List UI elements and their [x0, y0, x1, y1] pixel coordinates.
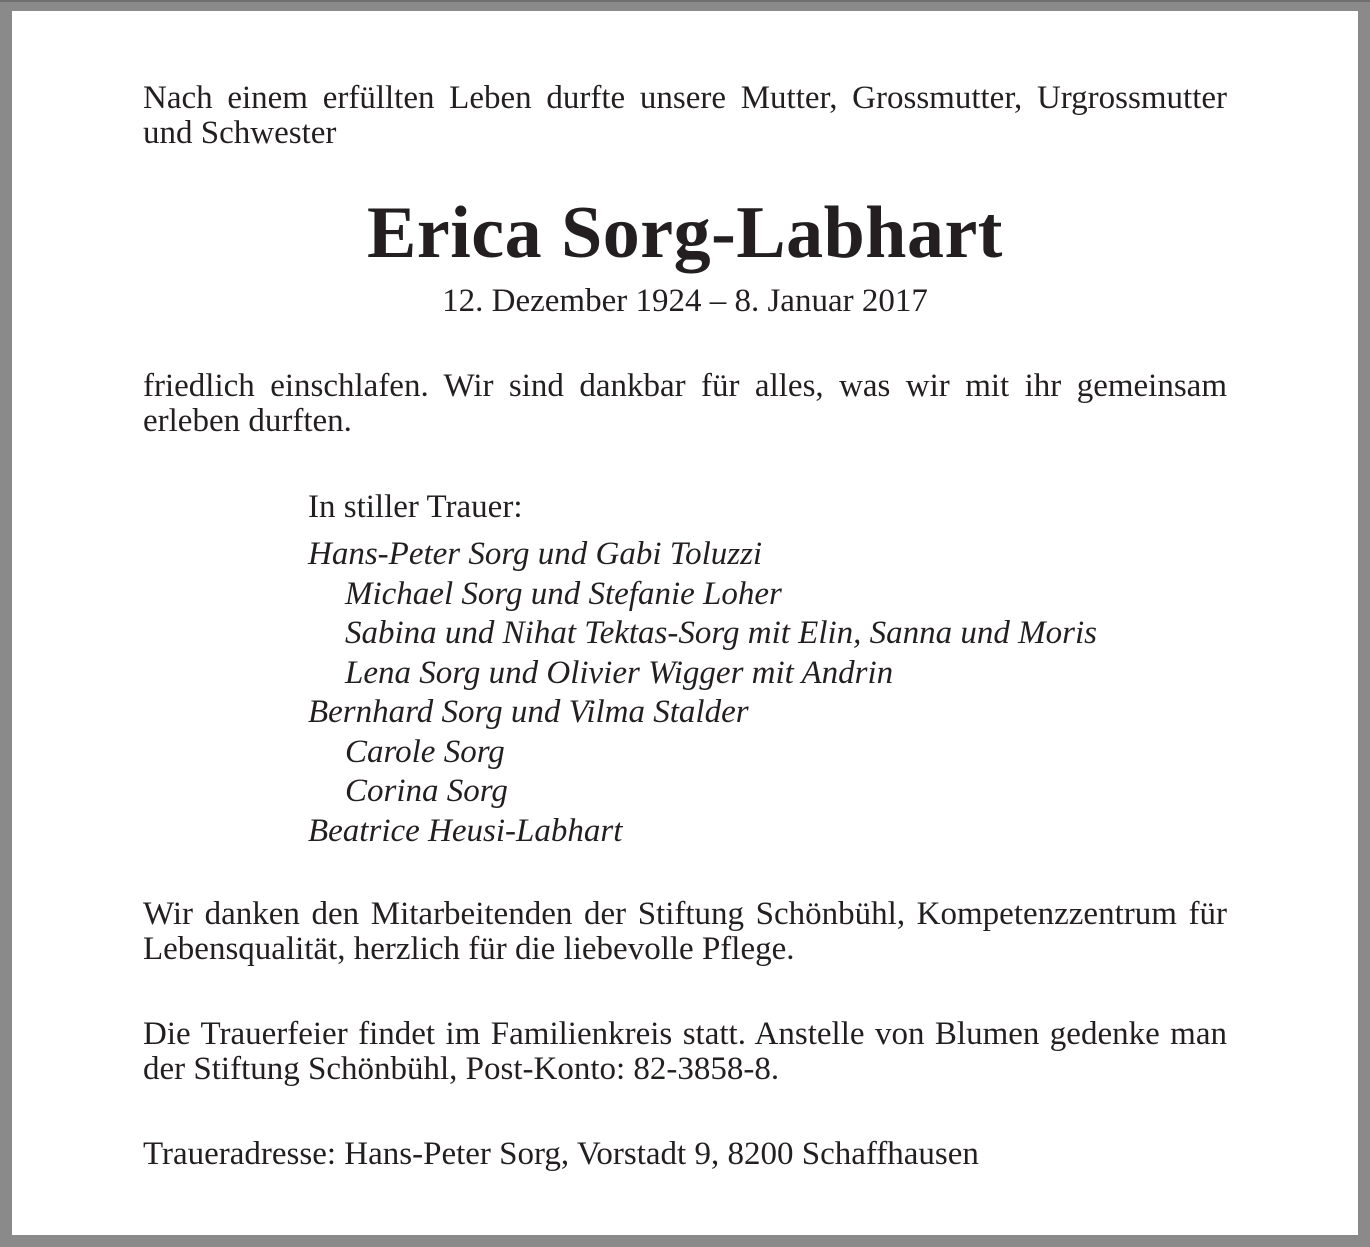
after-text: friedlich einschlafen. Wir sind dankbar für alles, was wir mit ihr gemeinsam erleben durften. — [143, 368, 1227, 439]
mourner-item: Corina Sorg — [345, 773, 508, 809]
intro-text: Nach einem erfüllten Leben durfte unsere Mutter, Grossmutter, Urgrossmutter und Schwester — [143, 80, 1227, 151]
mourner-item: Carole Sorg — [345, 733, 505, 770]
frame-top-line — [0, 0, 1370, 2]
mourner-item: Beatrice Heusi-Labhart — [308, 812, 623, 849]
thanks-text: Wir danken den Mitarbeitenden der Stiftung Schönbühl, Kompetenzzentrum für Lebensqualität, herzlich für die liebevolle Pflege. — [143, 896, 1227, 967]
mourners-list — [308, 487, 1097, 851]
mourner-item: Hans-Peter Sorg und Gabi Toluzzi — [308, 536, 763, 572]
obituary-page — [12, 11, 1358, 1235]
mourner-item: Lena Sorg und Olivier Wigger mit Andrin — [345, 654, 894, 691]
life-dates: 12. Dezember 1924 – 8. Januar 2017 — [442, 283, 928, 319]
deceased-name: Erica Sorg-Labhart — [367, 192, 1003, 274]
mourner-item: Michael Sorg und Stefanie Loher — [345, 575, 782, 612]
mourners-heading: In stiller Trauer: — [308, 489, 523, 525]
address-text: Traueradresse: Hans-Peter Sorg, Vorstadt 9, 8200 Schaffhausen — [143, 1136, 979, 1172]
ceremony-text: Die Trauerfeier findet im Familienkreis statt. Anstelle von Blumen gedenke man der Stiftung Schönbühl, Post-Konto: 82-3858-8. — [143, 1016, 1227, 1087]
mourner-item: Bernhard Sorg und Vilma Stalder — [308, 694, 749, 730]
mourner-item: Sabina und Nihat Tektas-Sorg mit Elin, Sanna und Moris — [345, 615, 1098, 651]
